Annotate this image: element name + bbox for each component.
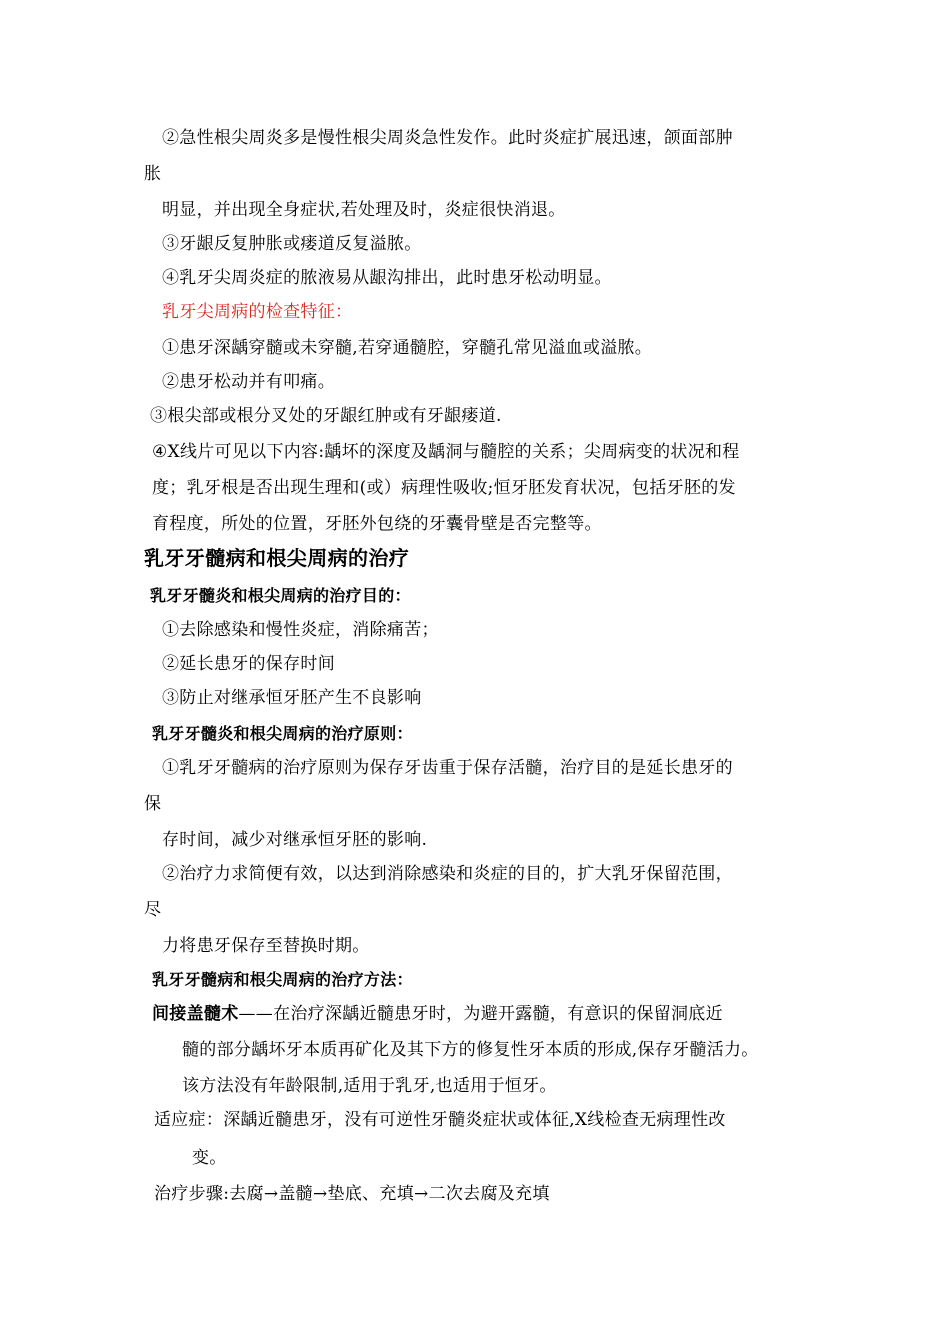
paragraph-line: 治疗步骤:去腐→盖髓→垫底、充填→二次去腐及充填 xyxy=(154,1184,550,1204)
paragraph-line: 明显，并出现全身症状,若处理及时，炎症很快消退。 xyxy=(162,200,566,220)
term-definition: ——在治疗深龋近髓患牙时，为避开露髓，有意识的保留洞底近 xyxy=(238,1004,723,1024)
paragraph-line: ③牙龈反复肿胀或瘘道反复溢脓。 xyxy=(162,234,422,254)
paragraph-line: 髓的部分龋坏牙本质再矿化及其下方的修复性牙本质的形成,保存牙髓活力。 xyxy=(182,1040,759,1060)
paragraph-line: 度；乳牙根是否出现生理和(或）病理性吸收;恒牙胚发育状况，包括牙胚的发 xyxy=(152,478,736,498)
paragraph-line: ②患牙松动并有叩痛。 xyxy=(162,372,335,392)
subheading-methods: 乳牙牙髓病和根尖周病的治疗方法： xyxy=(152,970,413,989)
section-title-exam-features: 乳牙尖周病的检查特征： xyxy=(162,302,353,322)
paragraph-line xyxy=(152,1004,723,1024)
paragraph-line: 胀 xyxy=(144,164,162,184)
paragraph-line: 保 xyxy=(144,794,162,814)
subheading-goals: 乳牙牙髓炎和根尖周病的治疗目的： xyxy=(150,586,411,605)
paragraph-line: ③防止对继承恒牙胚产生不良影响 xyxy=(162,688,422,708)
paragraph-line: ③根尖部或根分叉处的牙龈红肿或有牙龈瘘道. xyxy=(150,406,502,426)
subheading-principles: 乳牙牙髓炎和根尖周病的治疗原则： xyxy=(152,724,413,743)
paragraph-line: ①患牙深龋穿髓或未穿髓,若穿通髓腔，穿髓孔常见溢血或溢脓。 xyxy=(162,338,653,358)
paragraph-line: 存时间，减少对继承恒牙胚的影响. xyxy=(162,830,428,850)
paragraph-line: 尽 xyxy=(144,900,162,920)
paragraph-line: ②延长患牙的保存时间 xyxy=(162,654,335,674)
paragraph-line: 力将患牙保存至替换时期。 xyxy=(162,936,370,956)
paragraph-line: ②急性根尖周炎多是慢性根尖周炎急性发作。此时炎症扩展迅速，颌面部肿 xyxy=(162,128,733,148)
paragraph-line: ④乳牙尖周炎症的脓液易从龈沟排出，此时患牙松动明显。 xyxy=(162,268,612,288)
paragraph-line: ①去除感染和慢性炎症，消除痛苦； xyxy=(162,620,439,640)
paragraph-line: 变。 xyxy=(192,1148,227,1168)
page-heading: 乳牙牙髓病和根尖周病的治疗 xyxy=(144,546,410,570)
paragraph-line: ④X线片可见以下内容:龋坏的深度及龋洞与髓腔的关系；尖周病变的状况和程 xyxy=(152,442,740,462)
paragraph-line: ②治疗力求简便有效，以达到消除感染和炎症的目的，扩大乳牙保留范围， xyxy=(162,864,733,884)
paragraph-line: 该方法没有年龄限制,适用于乳牙,也适用于恒牙。 xyxy=(182,1076,557,1096)
term-indirect-pulp-capping: 间接盖髓术 xyxy=(152,1004,239,1024)
paragraph-line: 适应症：深龋近髓患牙，没有可逆性牙髓炎症状或体征,X线检查无病理性改 xyxy=(154,1110,726,1130)
paragraph-line: 育程度，所处的位置，牙胚外包绕的牙囊骨壁是否完整等。 xyxy=(152,514,602,534)
paragraph-line: ①乳牙牙髓病的治疗原则为保存牙齿重于保存活髓，治疗目的是延长患牙的 xyxy=(162,758,733,778)
